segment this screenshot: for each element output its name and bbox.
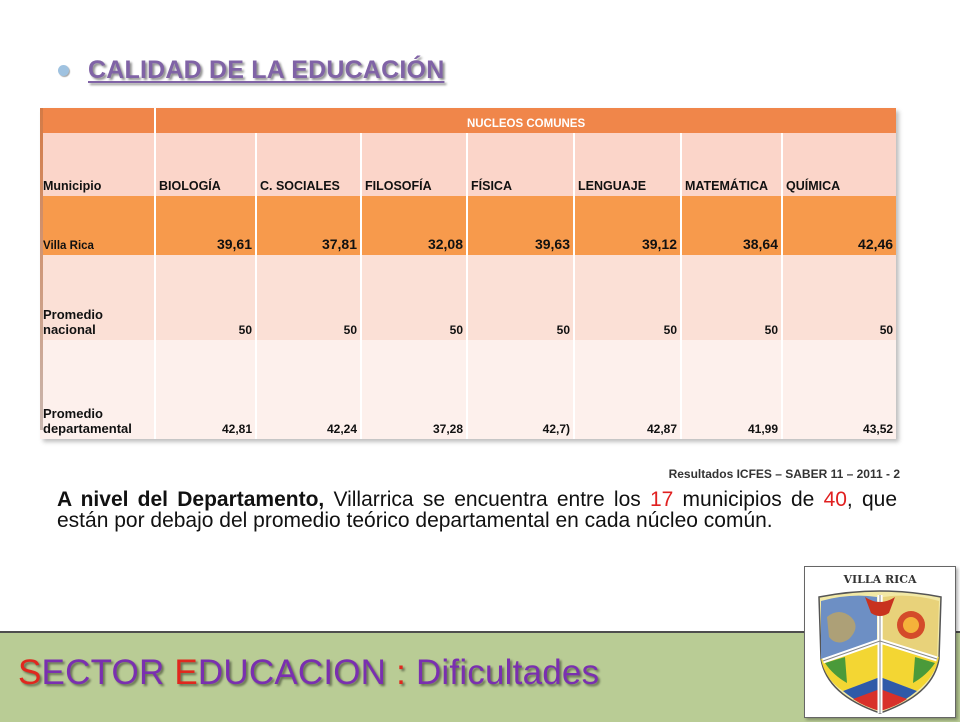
row-label-line: Promedio (43, 307, 103, 322)
row-label-line: Promedio (43, 406, 103, 421)
table-cell: 42,24 (256, 340, 361, 439)
table-cell: 39,63 (467, 196, 574, 255)
column-header: C. SOCIALES (256, 133, 361, 196)
table-row-villa-rica (40, 196, 896, 255)
footer-title (18, 653, 599, 693)
table-left-edge (40, 108, 43, 430)
title-row (58, 56, 444, 85)
footer-letter: E (174, 653, 198, 692)
paragraph-text: Villarrica se encuentra entre los (324, 488, 650, 511)
column-header: Municipio (40, 133, 155, 196)
row-label-line: nacional (43, 322, 96, 337)
table-cell: 50 (681, 255, 782, 340)
table-cell: 42,87 (574, 340, 681, 439)
group-header-row (40, 108, 896, 133)
bullet-icon (58, 65, 69, 76)
column-header: MATEMÁTICA (681, 133, 782, 196)
results-table (40, 108, 896, 439)
highlight-number: 17 (649, 488, 674, 511)
table-cell: 39,61 (155, 196, 256, 255)
table-cell: 43,52 (782, 340, 896, 439)
column-header: FÍSICA (467, 133, 574, 196)
logo-caption: VILLA RICA (843, 573, 917, 586)
highlight-number: 40 (823, 488, 847, 511)
row-label (40, 255, 155, 340)
table-cell: 42,7) (467, 340, 574, 439)
slide-title: CALIDAD DE LA EDUCACIÓN (88, 56, 445, 84)
footer-word: Dificultades (415, 653, 600, 692)
column-header: QUÍMICA (782, 133, 896, 196)
paragraph-text: municipios de (673, 488, 824, 511)
table-cell: 38,64 (681, 196, 782, 255)
row-label: Villa Rica (40, 196, 155, 255)
coat-of-arms-icon (805, 567, 955, 717)
footer-colon: : (396, 653, 416, 692)
source-note: Resultados ICFES – SABER 11 – 2011 - 2 (668, 467, 900, 481)
table-row-promedio-nacional (40, 255, 896, 340)
paragraph-text: , que están por debajo del promedio teórico departamental en cada núcleo común. (57, 488, 898, 532)
group-header: NUCLEOS COMUNES (155, 108, 896, 133)
table-cell: 42,81 (155, 340, 256, 439)
footer-word: ECTOR (41, 653, 175, 692)
column-header: BIOLOGÍA (155, 133, 256, 196)
footer-word: DUCACION (197, 653, 397, 692)
table-cell: 50 (782, 255, 896, 340)
row-label-line: departamental (43, 421, 132, 436)
table-cell: 50 (574, 255, 681, 340)
table-cell: 39,12 (574, 196, 681, 255)
table-cell: 37,28 (361, 340, 467, 439)
results-table-wrapper (40, 108, 896, 439)
footer-letter: S (18, 653, 42, 692)
column-header: FILOSOFÍA (361, 133, 467, 196)
row-label (40, 340, 155, 439)
table-cell: 37,81 (256, 196, 361, 255)
municipality-logo (804, 566, 956, 718)
table-cell: 50 (467, 255, 574, 340)
table-cell: 50 (155, 255, 256, 340)
paragraph-lead: A nivel del Departamento, (57, 488, 325, 511)
table-cell: 50 (256, 255, 361, 340)
table-cell: 50 (361, 255, 467, 340)
table-row-promedio-departamental (40, 340, 896, 439)
column-header: LENGUAJE (574, 133, 681, 196)
table-cell: 42,46 (782, 196, 896, 255)
table-cell: 41,99 (681, 340, 782, 439)
column-header-row (40, 133, 896, 196)
group-header-empty (40, 108, 155, 133)
table-cell: 32,08 (361, 196, 467, 255)
summary-paragraph (57, 489, 897, 531)
